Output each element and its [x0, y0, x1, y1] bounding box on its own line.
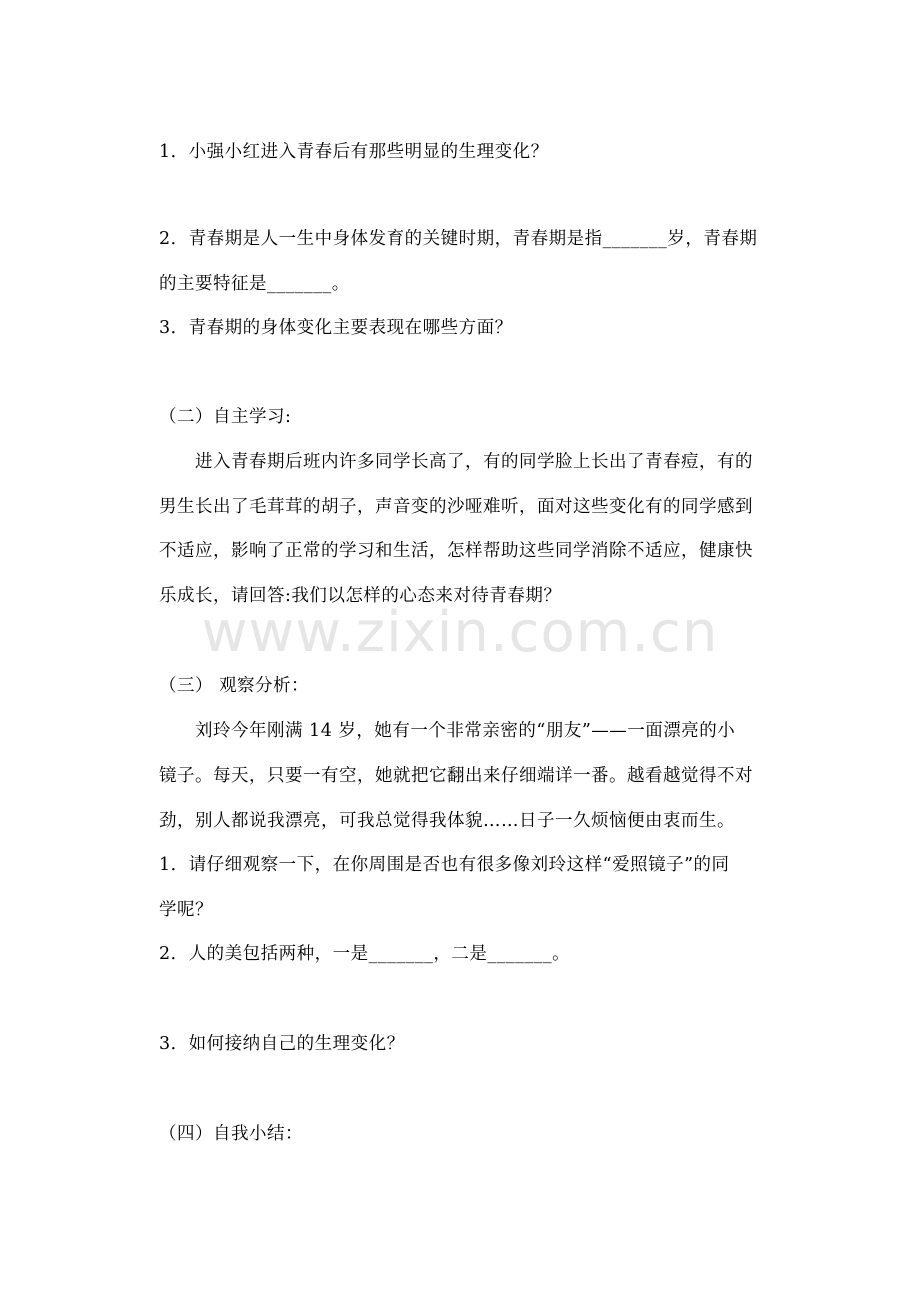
section-2-heading: （二）自主学习: — [159, 407, 292, 427]
section-3-paragraph-line-1: 刘玲今年刚满 14 岁，她有一个非常亲密的“朋友”——一面漂亮的小 — [195, 721, 736, 741]
section-3-question-2: 2．人的美包括两种，一是_______，二是_______。 — [159, 944, 571, 964]
section-2-paragraph-line-2: 男生长出了毛茸茸的胡子，声音变的沙哑难听，面对这些变化有的同学感到 — [159, 497, 753, 517]
question-2-line-1: 2．青春期是人一生中身体发育的关键时期，青春期是指_______岁，青春期 — [159, 229, 758, 249]
section-3-paragraph-line-2: 镜子。每天，只要一有空，她就把它翻出来仔细端详一番。越看越觉得不对 — [159, 766, 753, 786]
watermark: www.zixin.com.cn — [201, 600, 719, 665]
section-3-heading: （三） 观察分析： — [159, 676, 310, 696]
section-3-paragraph-line-3: 劲，别人都说我漂亮，可我总觉得我体貌……日子一久烦恼便由衷而生。 — [159, 811, 735, 831]
section-4-heading: （四）自我小结： — [159, 1124, 303, 1144]
question-3: 3．青春期的身体变化主要表现在哪些方面？ — [159, 318, 513, 338]
section-3-question-1-line-2: 学呢？ — [159, 900, 213, 920]
section-3-question-1-line-1: 1．请仔细观察一下，在你周围是否也有很多像刘玲这样“爱照镜子”的同 — [159, 855, 730, 875]
question-2-line-2: 的主要特征是_______。 — [159, 274, 350, 294]
question-1: 1．小强小红进入青春后有那些明显的生理变化？ — [159, 142, 549, 162]
section-2-paragraph-line-3: 不适应，影响了正常的学习和生活，怎样帮助这些同学消除不适应，健康快 — [159, 541, 753, 561]
section-2-paragraph-line-4: 乐成长，请回答:我们以怎样的心态来对待青春期？ — [159, 586, 562, 606]
section-3-question-3: 3．如何接纳自己的生理变化？ — [159, 1034, 405, 1054]
section-2-paragraph-line-1: 进入青春期后班内许多同学长高了，有的同学脸上长出了青春痘，有的 — [195, 452, 753, 472]
